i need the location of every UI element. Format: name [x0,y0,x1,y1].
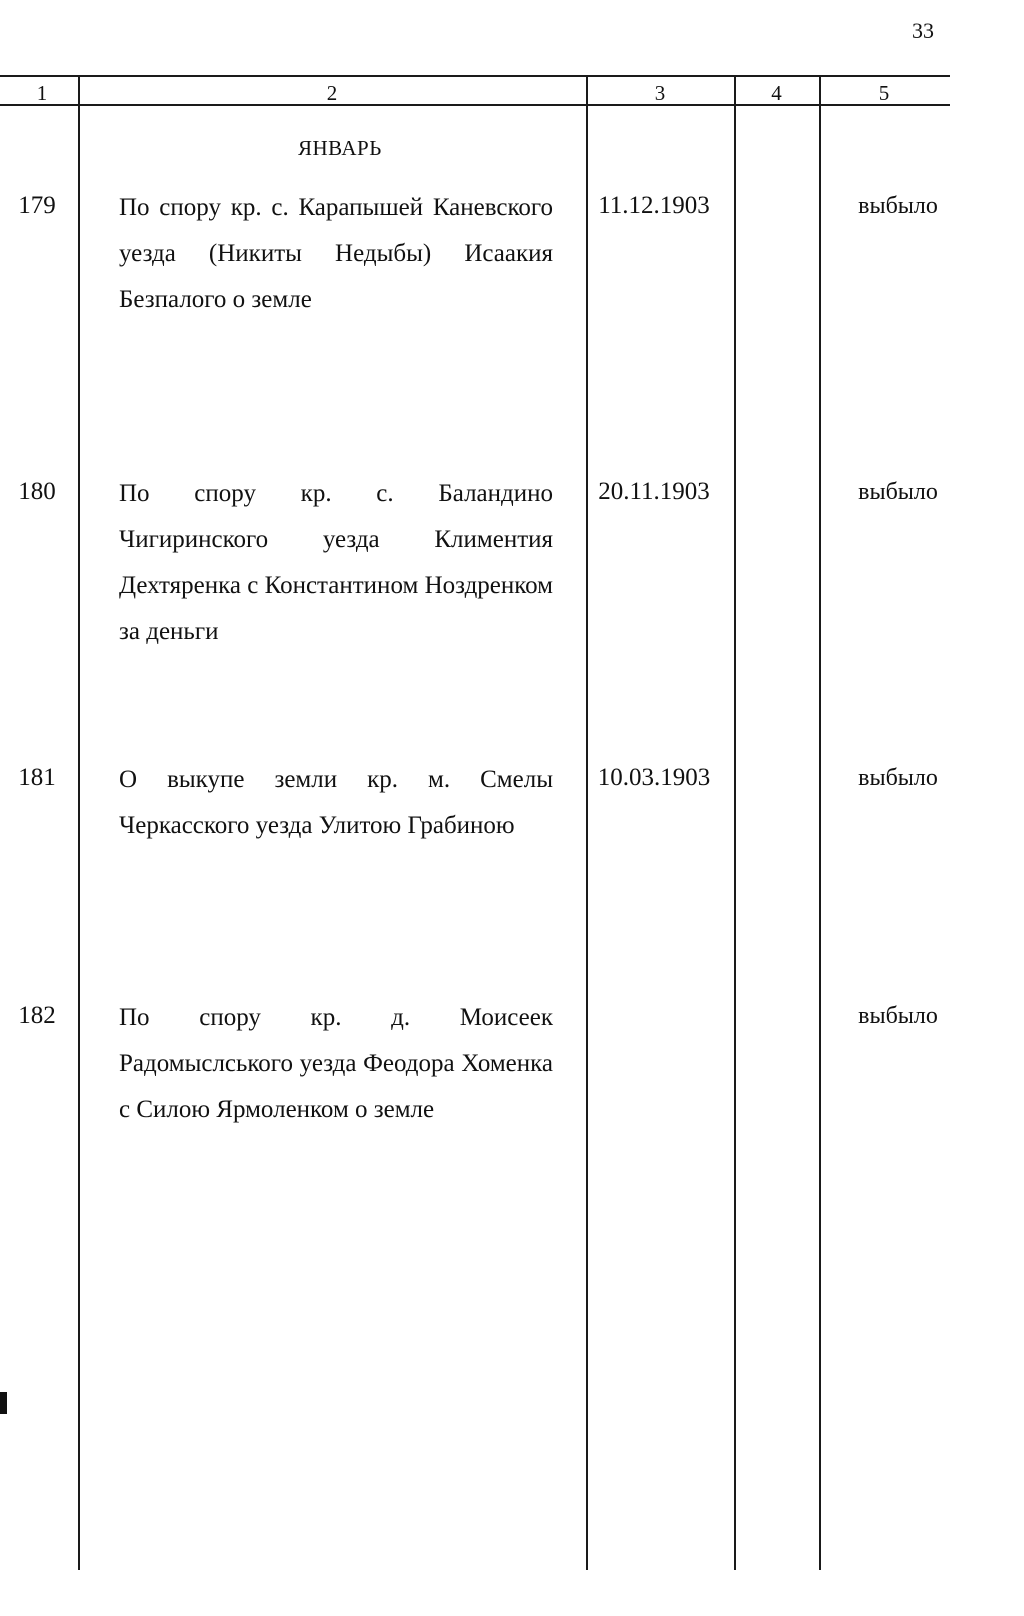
column-header-4: 4 [771,81,782,105]
month-heading: ЯНВАРЬ [298,136,382,160]
row-status: выбыло [858,1003,938,1029]
row-status: выбыло [858,193,938,219]
table-top-rule [0,75,950,77]
column-header-3: 3 [654,81,666,105]
row-number: 182 [18,1002,56,1029]
column-rule-2-3 [586,76,588,1570]
row-number: 180 [18,478,56,505]
row-description: По спору кр. д. Моисеек Радомыслського уезда Феодора Хоменка с Силою Ярмоленком о земле [119,1004,553,1123]
row-number: 181 [18,764,56,791]
column-header-5: 5 [878,81,890,105]
column-rule-1-2 [78,76,80,1570]
row-number: 179 [18,192,56,219]
row-description: По спору кр. с. Карапышей Каневского уезда (Никиты Недыбы) Исаакия Безпалого о земле [119,194,553,313]
column-header-2: 2 [326,81,338,105]
row-status: выбыло [858,765,938,791]
row-date: 10.03.1903 [597,764,711,791]
column-header-1: 1 [36,81,48,105]
row-date: 11.12.1903 [598,192,710,219]
column-rule-3-4 [734,76,736,1570]
row-date: 20.11.1903 [598,478,710,505]
row-status: выбыло [858,479,938,505]
column-rule-4-5 [819,76,821,1570]
row-description: О выкупе земли кр. м. Смелы Черкасского уезда Улитою Грабиною [119,766,553,839]
scan-margin-mark [0,1392,7,1414]
row-description: По спору кр. с. Баландино Чигиринского уезда Климентия Дехтяренка с Константином Ноздренком за деньги [119,480,553,645]
page-number: 33 [912,18,934,43]
